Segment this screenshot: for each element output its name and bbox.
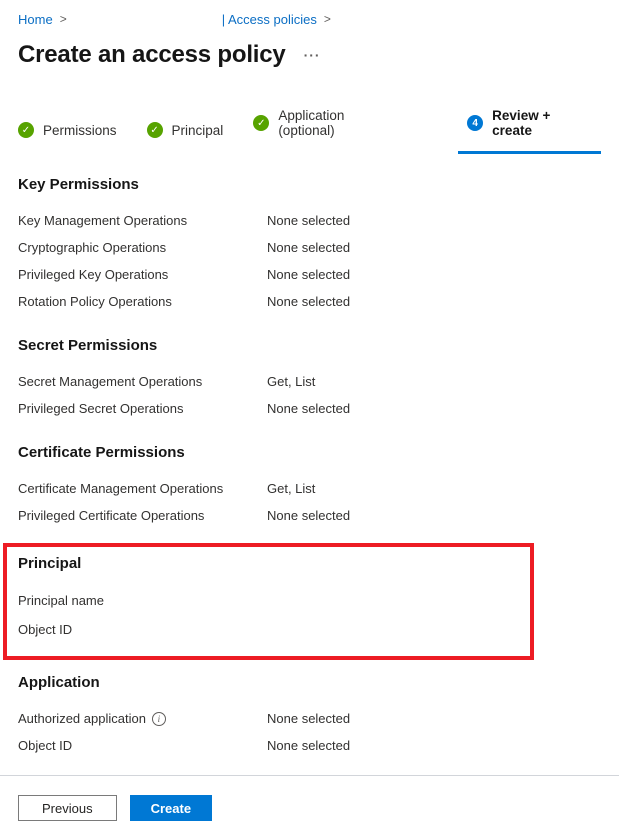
section-title: Certificate Permissions	[18, 444, 185, 461]
row-label: Certificate Management Operations	[18, 481, 224, 496]
row-label: Cryptographic Operations	[18, 240, 167, 255]
summary-row	[18, 368, 601, 395]
tab-label: Application (optional)	[278, 108, 345, 138]
row-label: Object ID	[18, 738, 73, 753]
row-label	[18, 710, 267, 727]
summary-row	[18, 261, 601, 288]
summary-row	[18, 586, 530, 615]
row-label: Secret Management Operations	[18, 374, 203, 389]
summary-row	[18, 395, 601, 422]
create-button[interactable]: Create	[130, 795, 212, 821]
tab-label: Principal	[171, 122, 224, 138]
row-value: None selected	[267, 738, 351, 753]
tab-review-create[interactable]	[458, 108, 601, 154]
row-label: Rotation Policy Operations	[18, 294, 172, 309]
summary-row	[18, 475, 601, 502]
more-options-button[interactable]	[300, 48, 325, 62]
summary-row	[18, 732, 601, 759]
section-title: Application	[18, 674, 100, 691]
step-number-badge: 4	[467, 115, 483, 131]
row-value: None selected	[267, 711, 351, 726]
section-title: Principal	[18, 555, 82, 572]
row-label: Key Management Operations	[18, 213, 188, 228]
tab-label: Review + create	[492, 108, 551, 138]
row-value: None selected	[267, 213, 351, 228]
section-key-permissions	[18, 176, 601, 315]
section-certificate-permissions	[18, 444, 601, 529]
tab-application-optional[interactable]	[253, 108, 402, 154]
completed-check-icon: ✓	[147, 122, 163, 138]
wizard-tabs	[18, 108, 601, 154]
row-label: Privileged Certificate Operations	[18, 508, 205, 523]
section-title: Key Permissions	[18, 176, 139, 193]
chevron-right-icon: >	[59, 12, 67, 26]
section-title: Secret Permissions	[18, 337, 158, 354]
row-value: None selected	[267, 401, 351, 416]
breadcrumb-link-home[interactable]: Home	[18, 11, 53, 27]
summary-row	[18, 615, 530, 644]
tab-label: Permissions	[43, 122, 117, 138]
summary-row	[18, 234, 601, 261]
summary-row	[18, 288, 601, 315]
row-value: None selected	[267, 240, 351, 255]
ellipsis-icon: ···	[303, 47, 321, 63]
row-value: Get, List	[267, 374, 316, 389]
breadcrumb-link-access-policies[interactable]: | Access policies	[221, 11, 317, 27]
section-application	[18, 674, 601, 759]
section-principal	[18, 555, 530, 644]
completed-check-icon: ✓	[18, 122, 34, 138]
row-label: Privileged Secret Operations	[18, 401, 184, 416]
summary-row	[18, 502, 601, 529]
highlight-box	[3, 543, 534, 660]
row-label: Privileged Key Operations	[18, 267, 169, 282]
completed-check-icon: ✓	[253, 115, 269, 131]
tab-permissions[interactable]	[18, 122, 117, 154]
info-icon[interactable]: i	[152, 712, 166, 726]
section-secret-permissions	[18, 337, 601, 422]
previous-button[interactable]: Previous	[18, 795, 117, 821]
row-label: Principal name	[18, 593, 104, 608]
row-value: None selected	[267, 267, 351, 282]
row-value: None selected	[267, 294, 351, 309]
summary-row	[18, 207, 601, 234]
row-label: Object ID	[18, 622, 73, 637]
chevron-right-icon: >	[323, 12, 331, 26]
row-label-text: Authorized application	[18, 711, 146, 726]
summary-row	[18, 705, 601, 732]
tab-principal[interactable]	[147, 122, 224, 154]
breadcrumb	[18, 10, 601, 28]
row-value: None selected	[267, 508, 351, 523]
page-title: Create an access policy	[18, 41, 286, 68]
row-value: Get, List	[267, 481, 316, 496]
footer	[0, 776, 619, 821]
